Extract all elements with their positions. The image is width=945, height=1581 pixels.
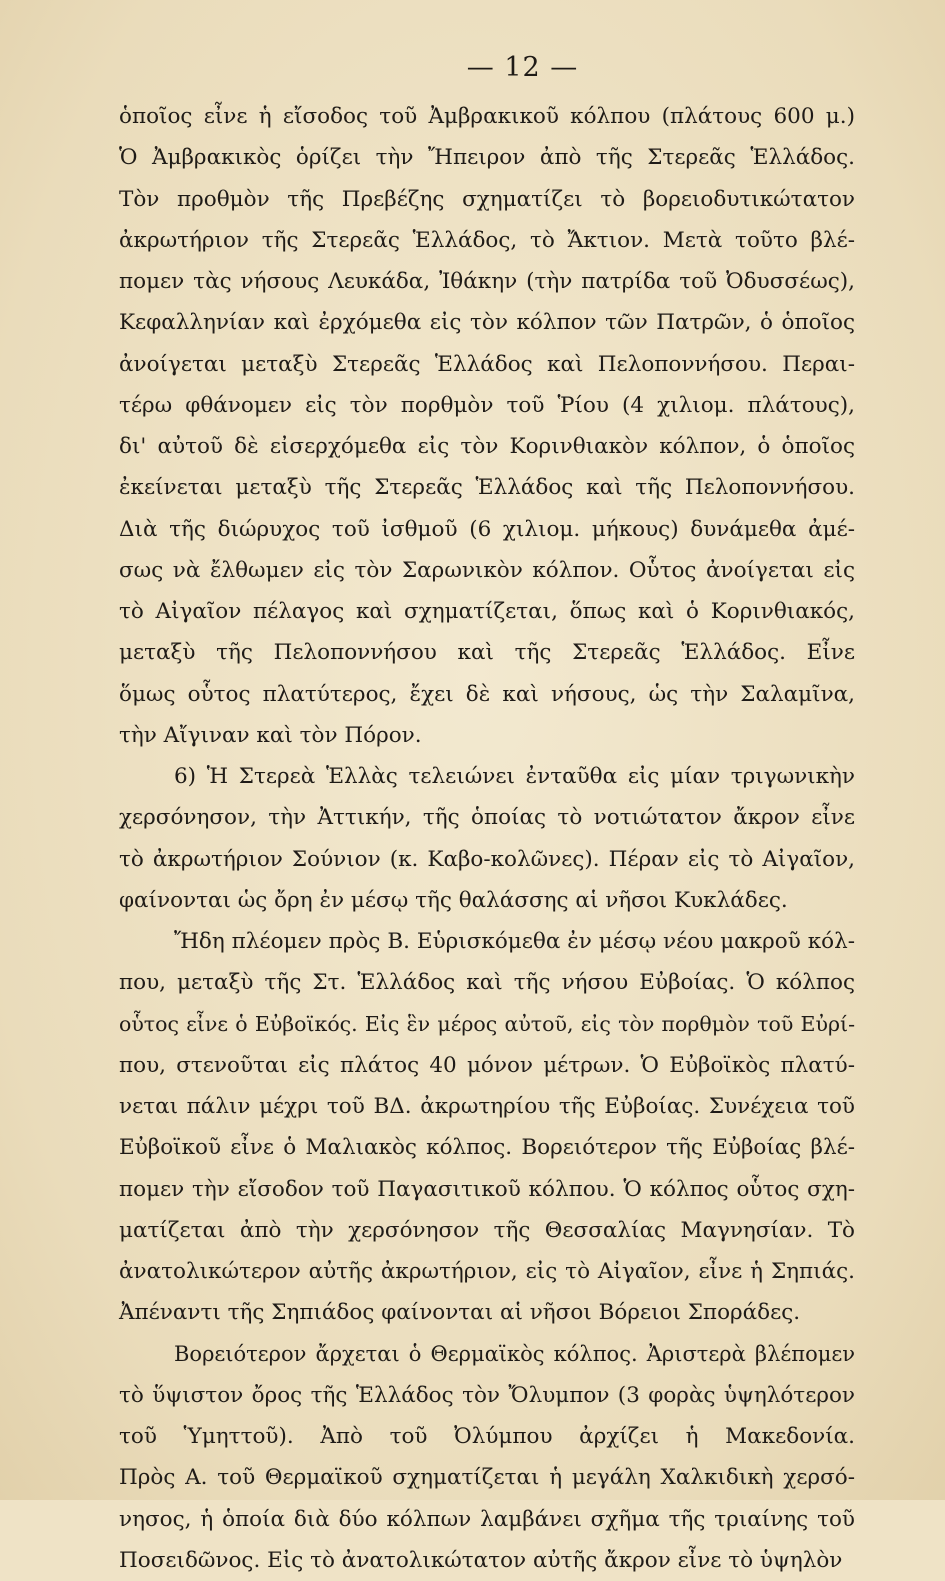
text-line: τὸ ὕψιστον ὄρος τῆς Ἑλλάδος τὸν Ὄλυμπον (3 φορὰς ὑψηλότερον bbox=[119, 1382, 855, 1408]
text-line: που, μεταξὺ τῆς Στ. Ἑλλάδος καὶ τῆς νήσου Εὐβοίας. Ὁ κόλπος bbox=[119, 970, 855, 996]
text-line: ἀκρωτήριον τῆς Στερεᾶς Ἑλλάδος, τὸ Ἄκτιον. Μετὰ τοῦτο βλέ- bbox=[119, 227, 855, 253]
text-line: χερσόνησον, τὴν Ἀττικήν, τῆς ὁποίας τὸ νοτιώτατον ἄκρον εἶνε bbox=[119, 805, 855, 831]
text-line: τὴν Αἴγιναν καὶ τὸν Πόρον. bbox=[119, 722, 422, 748]
text-line: Πρὸς Α. τοῦ Θερμαϊκοῦ σχηματίζεται ἡ μεγάλη Χαλκιδικὴ χερσό- bbox=[119, 1465, 855, 1491]
text-line: Κεφαλληνίαν καὶ ἐρχόμεθα εἰς τὸν κόλπον τῶν Πατρῶν, ὁ ὁποῖος bbox=[119, 310, 855, 336]
text-line: μεταξὺ τῆς Πελοποννήσου καὶ τῆς Στερεᾶς Ἑλλάδος. Εἶνε bbox=[119, 640, 855, 666]
page-number: — 12 — bbox=[466, 52, 579, 83]
text-line: πομεν τὴν εἴσοδον τοῦ Παγασιτικοῦ κόλπου. Ὁ κόλπος οὗτος σχη- bbox=[119, 1176, 855, 1202]
text-line: τὸ ἀκρωτήριον Σούνιον (κ. Καβο-κολῶνες). Πέραν εἰς τὸ Αἰγαῖον, bbox=[119, 846, 855, 872]
text-line: ὅμως οὗτος πλατύτερος, ἔχει δὲ καὶ νήσους, ὡς τὴν Σαλαμῖνα, bbox=[119, 681, 855, 707]
text-line: πομεν τὰς νήσους Λευκάδα, Ἰθάκην (τὴν πατρίδα τοῦ Ὀδυσσέως), bbox=[119, 269, 855, 294]
text-line: Εὐβοϊκοῦ εἶνε ὁ Μαλιακὸς κόλπος. Βορειότερον τῆς Εὐβοίας βλέ- bbox=[119, 1135, 855, 1161]
text-line: ἀνοίγεται μεταξὺ Στερεᾶς Ἑλλάδος καὶ Πελοποννήσου. Περαι- bbox=[119, 351, 855, 377]
text-line: Ἤδη πλέομεν πρὸς Β. Εὑρισκόμεθα ἐν μέσῳ νέου μακροῦ κόλ- bbox=[174, 929, 855, 954]
text-line: ματίζεται ἀπὸ τὴν χερσόνησον τῆς Θεσσαλίας Μαγνησίαν. Τὸ bbox=[119, 1217, 855, 1243]
text-line: νεται πάλιν μέχρι τοῦ ΒΔ. ἀκρωτηρίου τῆς Εὐβοίας. Συνέχεια τοῦ bbox=[119, 1094, 855, 1119]
text-line: τὸ Αἰγαῖον πέλαγος καὶ σχηματίζεται, ὅπως καὶ ὁ Κορινθιακός, bbox=[119, 599, 855, 624]
text-line: ὁποῖος εἶνε ἡ εἴσοδος τοῦ Ἀμβρακικοῦ κόλπου (πλάτους 600 μ.) bbox=[119, 104, 855, 129]
text-line: φαίνονται ὡς ὄρη ἐν μέσῳ τῆς θαλάσσης αἱ νῆσοι Κυκλάδες. bbox=[119, 887, 788, 913]
text-line: οὗτος εἶνε ὁ Εὐβοϊκός. Εἰς ἓν μέρος αὐτοῦ, εἰς τὸν πορθμὸν τοῦ Εὐρί- bbox=[119, 1011, 855, 1036]
text-line: νησος, ἡ ὁποία διὰ δύο κόλπων λαμβάνει σχῆμα τῆς τριαίνης τοῦ bbox=[119, 1506, 855, 1532]
text-line: ἐκείνεται μεταξὺ τῆς Στερεᾶς Ἑλλάδος καὶ τῆς Πελοποννήσου. bbox=[119, 475, 855, 501]
text-line: Διὰ τῆς διώρυχος τοῦ ἰσθμοῦ (6 χιλιομ. μήκους) δυνάμεθα ἀμέ- bbox=[119, 516, 855, 542]
text-line: Ποσειδῶνος. Εἰς τὸ ἀνατολικώτατον αὐτῆς ἄκρον εἶνε τὸ ὑψηλὸν bbox=[119, 1547, 843, 1573]
text-line: δι' αὐτοῦ δὲ εἰσερχόμεθα εἰς τὸν Κορινθιακὸν κόλπον, ὁ ὁποῖος bbox=[119, 434, 855, 459]
text-line: Βορειότερον ἄρχεται ὁ Θερμαϊκὸς κόλπος. Ἀριστερὰ βλέπομεν bbox=[174, 1341, 855, 1366]
text-line: Τὸν προθμὸν τῆς Πρεβέζης σχηματίζει τὸ βορειοδυτικώτατον bbox=[119, 186, 855, 212]
text-line: σως νὰ ἔλθωμεν εἰς τὸν Σαρωνικὸν κόλπον. Οὗτος ἀνοίγεται εἰς bbox=[119, 557, 855, 583]
text-line: 6) Ἡ Στερεὰ Ἑλλὰς τελειώνει ἐνταῦθα εἰς μίαν τριγωνικὴν bbox=[174, 764, 855, 789]
text-line: Ἀπέναντι τῆς Σηπιάδος φαίνονται αἱ νῆσοι Βόρειοι Σποράδες. bbox=[119, 1300, 801, 1326]
page-text bbox=[119, 96, 855, 1581]
text-line: Ὁ Ἀμβρακικὸς ὁρίζει τὴν Ἤπειρον ἀπὸ τῆς Στερεᾶς Ἑλλάδος. bbox=[119, 145, 855, 171]
text-line: τέρω φθάνομεν εἰς τὸν πορθμὸν τοῦ Ῥίου (4 χιλιομ. πλάτους), bbox=[119, 392, 855, 418]
text-line: που, στενοῦται εἰς πλάτος 40 μόνον μέτρων. Ὁ Εὐβοϊκὸς πλατύ- bbox=[119, 1052, 855, 1078]
text-line: ἀνατολικώτερον αὐτῆς ἀκρωτήριον, εἰς τὸ Αἰγαῖον, εἶνε ἡ Σηπιάς. bbox=[119, 1259, 855, 1284]
text-line: τοῦ Ὑμηττοῦ). Ἀπὸ τοῦ Ὀλύμπου ἀρχίζει ἡ Μακεδονία. bbox=[119, 1424, 855, 1449]
